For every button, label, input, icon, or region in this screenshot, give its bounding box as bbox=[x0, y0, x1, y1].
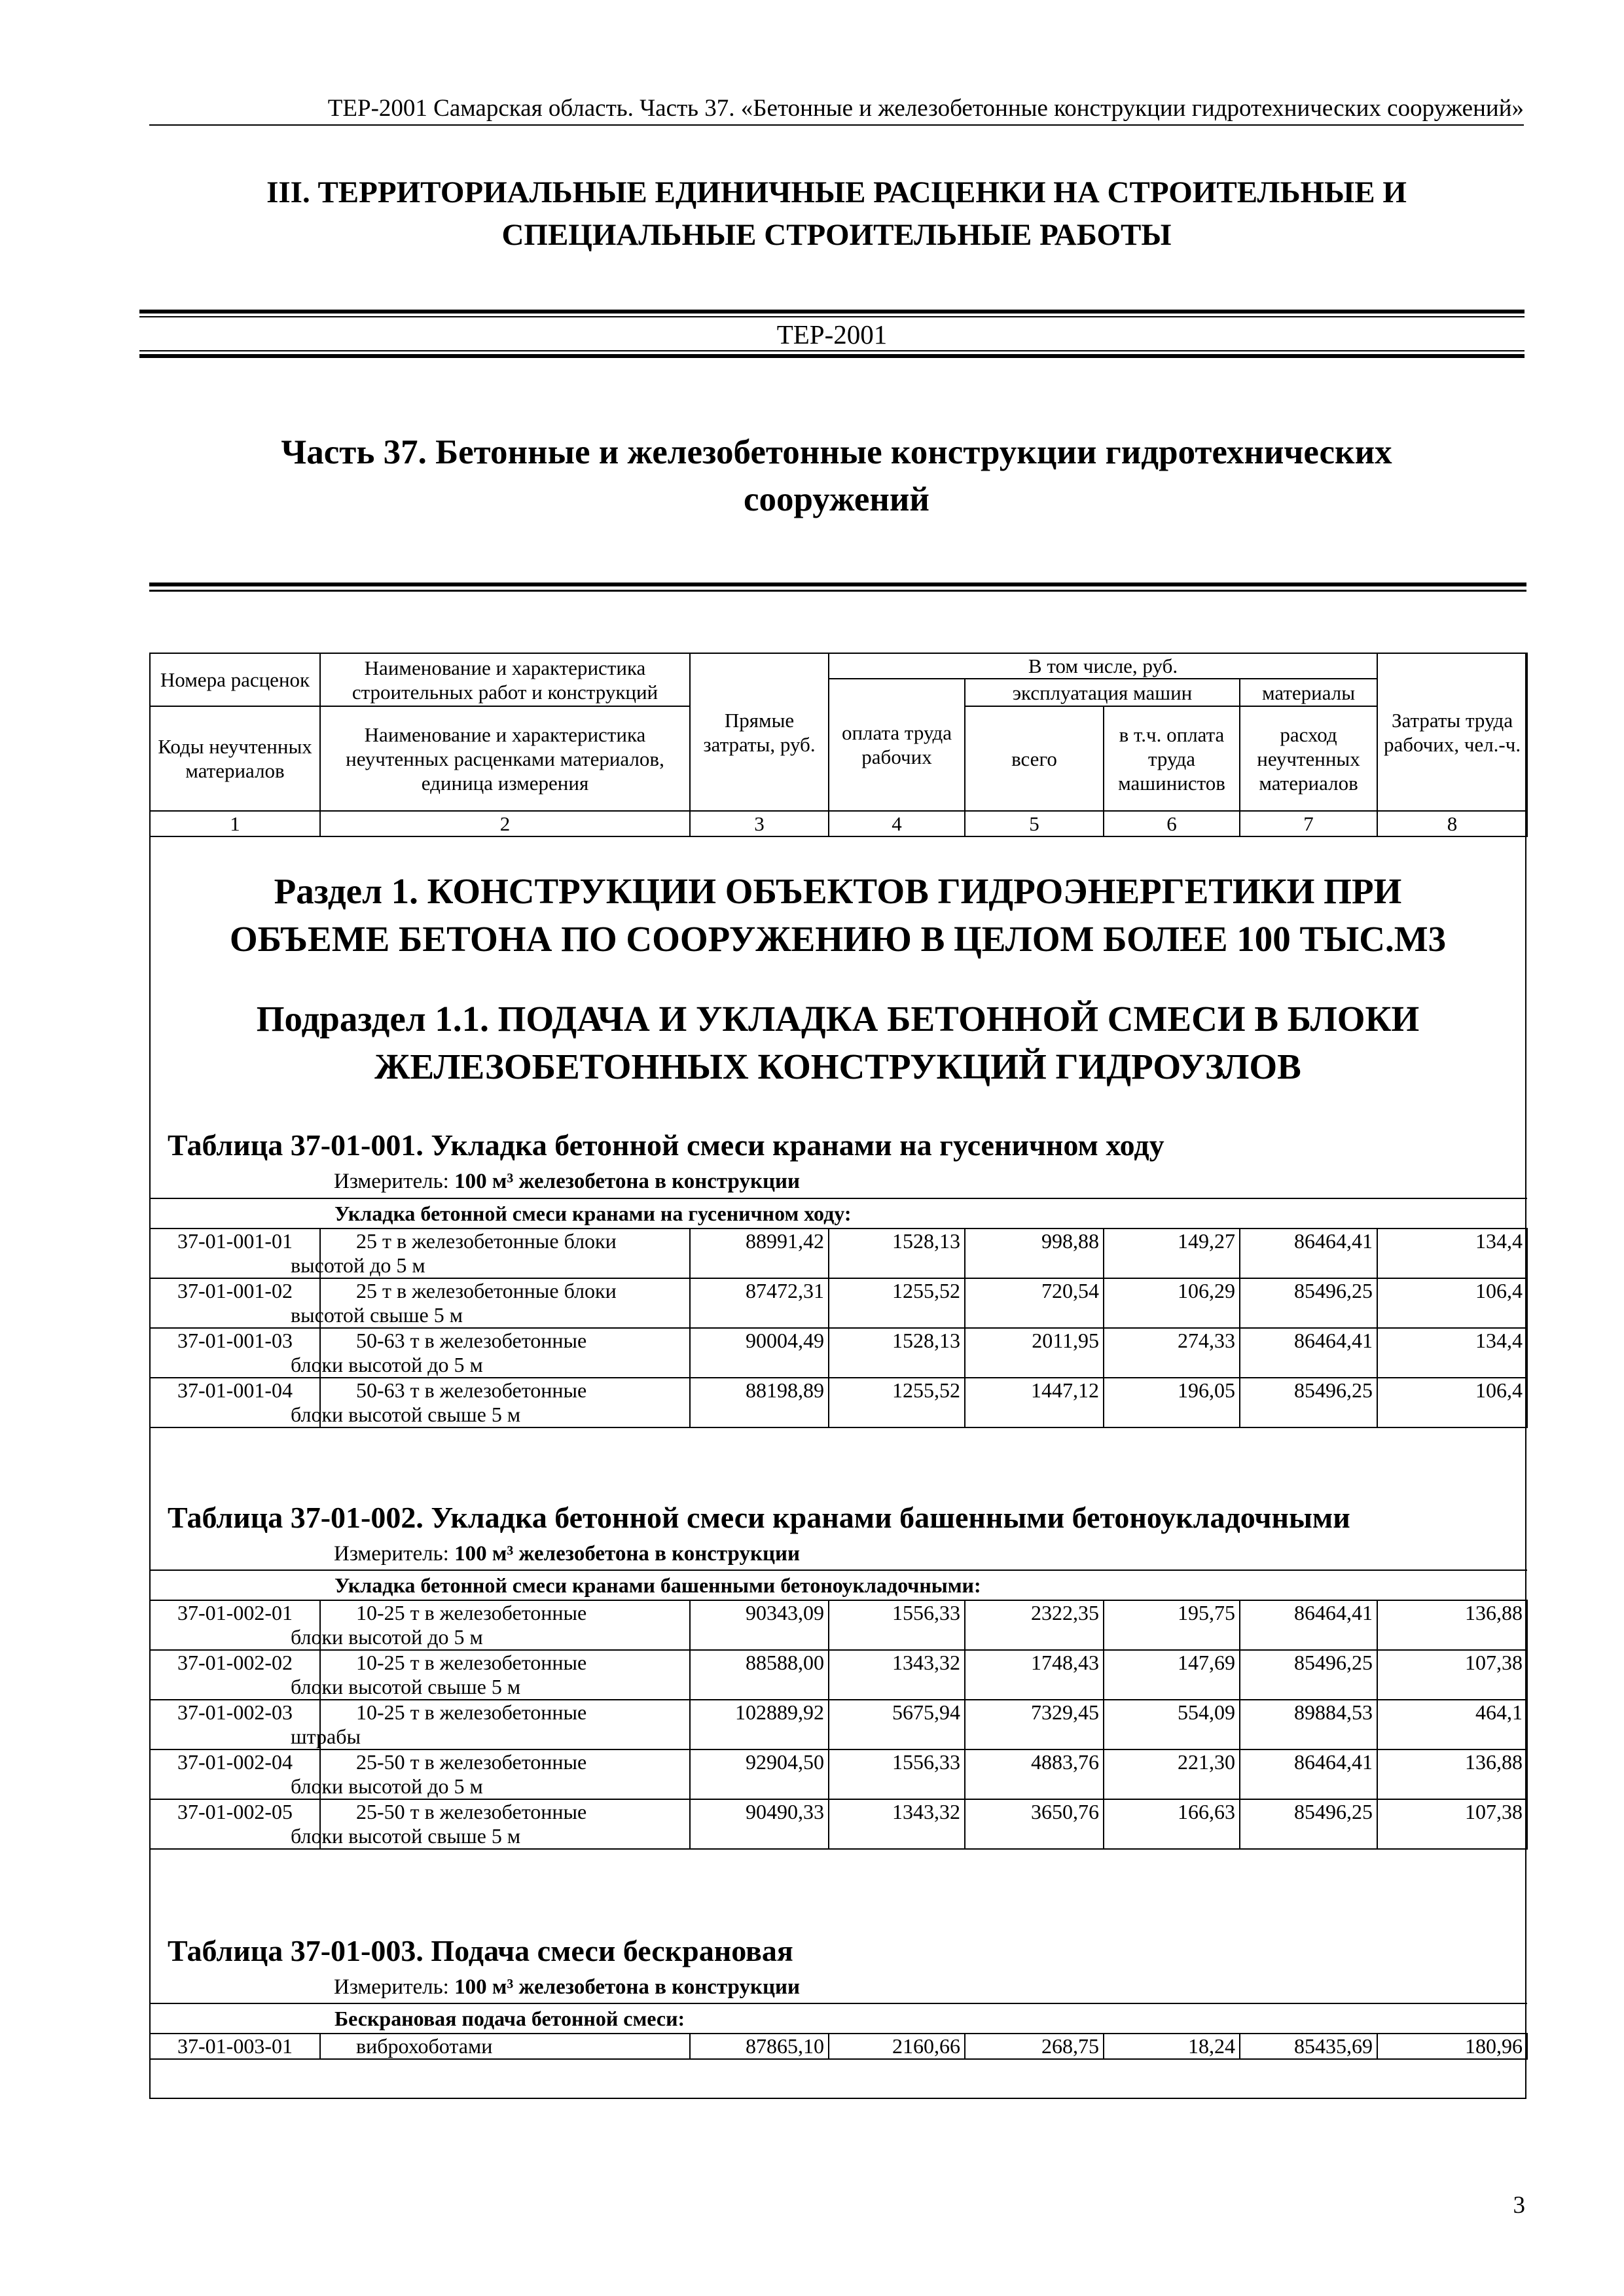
labor-hours: 134,4 bbox=[1377, 1229, 1527, 1278]
column-number: 6 bbox=[1104, 811, 1240, 836]
column-number: 7 bbox=[1240, 811, 1377, 836]
labor-hours: 136,88 bbox=[1377, 1600, 1527, 1650]
measure-value: 100 м³ железобетона в конструкции bbox=[454, 1170, 800, 1193]
subsection-title-line1: Подраздел 1.1. ПОДАЧА И УКЛАДКА БЕТОННОЙ СМЕСИ В БЛОКИ bbox=[256, 999, 1420, 1039]
machinists-pay: 149,27 bbox=[1104, 1229, 1240, 1278]
materials-cost: 86464,41 bbox=[1240, 1328, 1377, 1378]
table-row bbox=[150, 2034, 1527, 2059]
work-name: 25 т в железобетонные блоки высотой свыше 5 м bbox=[320, 1278, 690, 1328]
machines-total: 2011,95 bbox=[965, 1328, 1104, 1378]
measure-line bbox=[334, 1541, 800, 1567]
table-row bbox=[150, 1278, 1527, 1328]
machinists-pay: 554,09 bbox=[1104, 1700, 1240, 1749]
work-name: 50-63 т в железобетонные блоки высотой до 5 м bbox=[320, 1328, 690, 1378]
rates-table bbox=[149, 2003, 1528, 2060]
rates-table bbox=[149, 1570, 1528, 1850]
group-row bbox=[150, 2003, 1527, 2034]
labor-hours: 180,96 bbox=[1377, 2034, 1527, 2059]
labor-hours: 464,1 bbox=[1377, 1700, 1527, 1749]
main-title-line1: III. ТЕРРИТОРИАЛЬНЫЕ ЕДИНИЧНЫЕ РАСЦЕНКИ НА СТРОИТЕЛЬНЫЕ И bbox=[266, 175, 1407, 209]
header-rate-numbers: Номера расценок bbox=[150, 653, 320, 706]
table-row bbox=[150, 1700, 1527, 1749]
labor-hours: 107,38 bbox=[1377, 1799, 1527, 1849]
header-including: В том числе, руб. bbox=[829, 653, 1377, 679]
direct-cost: 90343,09 bbox=[690, 1600, 829, 1650]
column-number: 1 bbox=[150, 811, 320, 836]
work-name: 10-25 т в железобетонные блоки высотой свыше 5 м bbox=[320, 1650, 690, 1700]
group-label: Укладка бетонной смеси кранами на гусеничном ходу: bbox=[150, 1198, 1527, 1229]
machines-total: 1447,12 bbox=[965, 1378, 1104, 1427]
direct-cost: 90004,49 bbox=[690, 1328, 829, 1378]
column-number: 8 bbox=[1377, 811, 1527, 836]
header-material-name: Наименование и характеристика неучтенных расценками материалов, единица измерения bbox=[320, 706, 690, 811]
machines-total: 720,54 bbox=[965, 1278, 1104, 1328]
table-row bbox=[150, 1749, 1527, 1799]
materials-cost: 85496,25 bbox=[1240, 1278, 1377, 1328]
machinists-pay: 147,69 bbox=[1104, 1650, 1240, 1700]
materials-cost: 86464,41 bbox=[1240, 1749, 1377, 1799]
materials-cost: 89884,53 bbox=[1240, 1700, 1377, 1749]
section-title-line2: ОБЪЕМЕ БЕТОНА ПО СООРУЖЕНИЮ В ЦЕЛОМ БОЛЕЕ 100 ТЫС.М3 bbox=[229, 919, 1447, 959]
measure-value: 100 м³ железобетона в конструкции bbox=[454, 1975, 800, 1999]
machines-total: 268,75 bbox=[965, 2034, 1104, 2059]
labor-pay: 1528,13 bbox=[829, 1229, 965, 1278]
rate-code: 37-01-002-04 bbox=[150, 1749, 320, 1799]
work-name: виброхоботами bbox=[320, 2034, 690, 2059]
table-title: Таблица 37-01-003. Подача смеси бескрановая bbox=[168, 1934, 793, 1967]
part-title-line2: сооружений bbox=[744, 480, 929, 518]
ter-label: ТЕР-2001 bbox=[139, 316, 1525, 351]
materials-cost: 85496,25 bbox=[1240, 1650, 1377, 1700]
header-direct-costs: Прямые затраты, руб. bbox=[690, 653, 829, 811]
measure-label: Измеритель: bbox=[334, 1542, 449, 1566]
work-name: 25-50 т в железобетонные блоки высотой до 5 м bbox=[320, 1749, 690, 1799]
direct-cost: 87472,31 bbox=[690, 1278, 829, 1328]
work-name: 25 т в железобетонные блоки высотой до 5 м bbox=[320, 1229, 690, 1278]
group-row bbox=[150, 1198, 1527, 1229]
materials-cost: 86464,41 bbox=[1240, 1600, 1377, 1650]
materials-cost: 85496,25 bbox=[1240, 1799, 1377, 1849]
labor-pay: 1556,33 bbox=[829, 1600, 965, 1650]
direct-cost: 87865,10 bbox=[690, 2034, 829, 2059]
main-title-line2: СПЕЦИАЛЬНЫЕ СТРОИТЕЛЬНЫЕ РАБОТЫ bbox=[501, 218, 1172, 252]
machinists-pay: 196,05 bbox=[1104, 1378, 1240, 1427]
ter-band bbox=[139, 310, 1525, 358]
page-number: 3 bbox=[1513, 2192, 1525, 2219]
header-machinists-pay: в т.ч. оплата труда машинистов bbox=[1104, 706, 1240, 811]
header-materials-use: расход неучтенных материалов bbox=[1240, 706, 1377, 811]
header-materials: материалы bbox=[1240, 679, 1377, 706]
machinists-pay: 274,33 bbox=[1104, 1328, 1240, 1378]
materials-cost: 85496,25 bbox=[1240, 1378, 1377, 1427]
divider-rule bbox=[149, 583, 1526, 592]
measure-line bbox=[334, 1168, 800, 1194]
direct-cost: 88991,42 bbox=[690, 1229, 829, 1278]
rate-code: 37-01-001-02 bbox=[150, 1278, 320, 1328]
machinists-pay: 195,75 bbox=[1104, 1600, 1240, 1650]
measure-label: Измеритель: bbox=[334, 1170, 449, 1193]
machines-total: 7329,45 bbox=[965, 1700, 1104, 1749]
rate-code: 37-01-001-01 bbox=[150, 1229, 320, 1278]
subsection-title bbox=[149, 995, 1526, 1090]
labor-pay: 1255,52 bbox=[829, 1378, 965, 1427]
table-title: Таблица 37-01-001. Укладка бетонной смеси кранами на гусеничном ходу bbox=[168, 1128, 1164, 1162]
rate-code: 37-01-001-03 bbox=[150, 1328, 320, 1378]
labor-pay: 1255,52 bbox=[829, 1278, 965, 1328]
section-title-line1: Раздел 1. КОНСТРУКЦИИ ОБЪЕКТОВ ГИДРОЭНЕРГЕТИКИ ПРИ bbox=[274, 871, 1402, 911]
labor-hours: 107,38 bbox=[1377, 1650, 1527, 1700]
table-row bbox=[150, 1799, 1527, 1849]
header-work-name: Наименование и характеристика строительных работ и конструкций bbox=[320, 653, 690, 706]
labor-pay: 1556,33 bbox=[829, 1749, 965, 1799]
part-title bbox=[149, 429, 1524, 523]
work-name: 10-25 т в железобетонные штрабы bbox=[320, 1700, 690, 1749]
table-row bbox=[150, 1378, 1527, 1427]
labor-hours: 134,4 bbox=[1377, 1328, 1527, 1378]
header-machines-total: всего bbox=[965, 706, 1104, 811]
column-number: 3 bbox=[690, 811, 829, 836]
direct-cost: 92904,50 bbox=[690, 1749, 829, 1799]
machines-total: 3650,76 bbox=[965, 1799, 1104, 1849]
measure-line bbox=[334, 1974, 800, 2000]
direct-cost: 102889,92 bbox=[690, 1700, 829, 1749]
rates-table bbox=[149, 1198, 1528, 1428]
rate-code: 37-01-001-04 bbox=[150, 1378, 320, 1427]
work-name: 25-50 т в железобетонные блоки высотой свыше 5 м bbox=[320, 1799, 690, 1849]
rate-code: 37-01-002-05 bbox=[150, 1799, 320, 1849]
materials-cost: 86464,41 bbox=[1240, 1229, 1377, 1278]
direct-cost: 88198,89 bbox=[690, 1378, 829, 1427]
header-labor-hours: Затраты труда рабочих, чел.-ч. bbox=[1377, 653, 1527, 811]
header-labor-pay: оплата труда рабочих bbox=[829, 679, 965, 811]
work-name: 10-25 т в железобетонные блоки высотой до 5 м bbox=[320, 1600, 690, 1650]
measure-label: Измеритель: bbox=[334, 1975, 449, 1999]
part-title-line1: Часть 37. Бетонные и железобетонные конструкции гидротехнических bbox=[281, 433, 1392, 471]
work-name: 50-63 т в железобетонные блоки высотой свыше 5 м bbox=[320, 1378, 690, 1427]
table-title: Таблица 37-01-002. Укладка бетонной смеси кранами башенными бетоноукладочными bbox=[168, 1501, 1350, 1534]
group-label: Укладка бетонной смеси кранами башенными бетоноукладочными: bbox=[150, 1570, 1527, 1600]
table-header bbox=[149, 653, 1528, 837]
direct-cost: 90490,33 bbox=[690, 1799, 829, 1849]
labor-hours: 136,88 bbox=[1377, 1749, 1527, 1799]
table-row bbox=[150, 1328, 1527, 1378]
section-title bbox=[149, 867, 1526, 963]
machines-total: 1748,43 bbox=[965, 1650, 1104, 1700]
direct-cost: 88588,00 bbox=[690, 1650, 829, 1700]
table-row bbox=[150, 1650, 1527, 1700]
labor-pay: 5675,94 bbox=[829, 1700, 965, 1749]
group-row bbox=[150, 1570, 1527, 1600]
rate-code: 37-01-002-02 bbox=[150, 1650, 320, 1700]
machinists-pay: 18,24 bbox=[1104, 2034, 1240, 2059]
machinists-pay: 106,29 bbox=[1104, 1278, 1240, 1328]
table-row bbox=[150, 1600, 1527, 1650]
column-number: 2 bbox=[320, 811, 690, 836]
materials-cost: 85435,69 bbox=[1240, 2034, 1377, 2059]
rate-code: 37-01-002-01 bbox=[150, 1600, 320, 1650]
machinists-pay: 166,63 bbox=[1104, 1799, 1240, 1849]
measure-value: 100 м³ железобетона в конструкции bbox=[454, 1542, 800, 1566]
running-header: ТЕР-2001 Самарская область. Часть 37. «Бетонные и железобетонные конструкции гидротехнических сооружений» bbox=[149, 93, 1524, 126]
header-material-codes: Коды неучтенных материалов bbox=[150, 706, 320, 811]
subsection-title-line2: ЖЕЛЕЗОБЕТОННЫХ КОНСТРУКЦИЙ ГИДРОУЗЛОВ bbox=[374, 1047, 1301, 1086]
column-number: 4 bbox=[829, 811, 965, 836]
labor-pay: 1528,13 bbox=[829, 1328, 965, 1378]
labor-pay: 1343,32 bbox=[829, 1650, 965, 1700]
group-label: Бескрановая подача бетонной смеси: bbox=[150, 2003, 1527, 2034]
labor-hours: 106,4 bbox=[1377, 1378, 1527, 1427]
machines-total: 4883,76 bbox=[965, 1749, 1104, 1799]
labor-hours: 106,4 bbox=[1377, 1278, 1527, 1328]
machines-total: 998,88 bbox=[965, 1229, 1104, 1278]
rate-code: 37-01-002-03 bbox=[150, 1700, 320, 1749]
main-title bbox=[149, 171, 1524, 257]
labor-pay: 1343,32 bbox=[829, 1799, 965, 1849]
machinists-pay: 221,30 bbox=[1104, 1749, 1240, 1799]
table-row bbox=[150, 1229, 1527, 1278]
header-machines: эксплуатация машин bbox=[965, 679, 1240, 706]
rate-code: 37-01-003-01 bbox=[150, 2034, 320, 2059]
machines-total: 2322,35 bbox=[965, 1600, 1104, 1650]
column-number: 5 bbox=[965, 811, 1104, 836]
labor-pay: 2160,66 bbox=[829, 2034, 965, 2059]
